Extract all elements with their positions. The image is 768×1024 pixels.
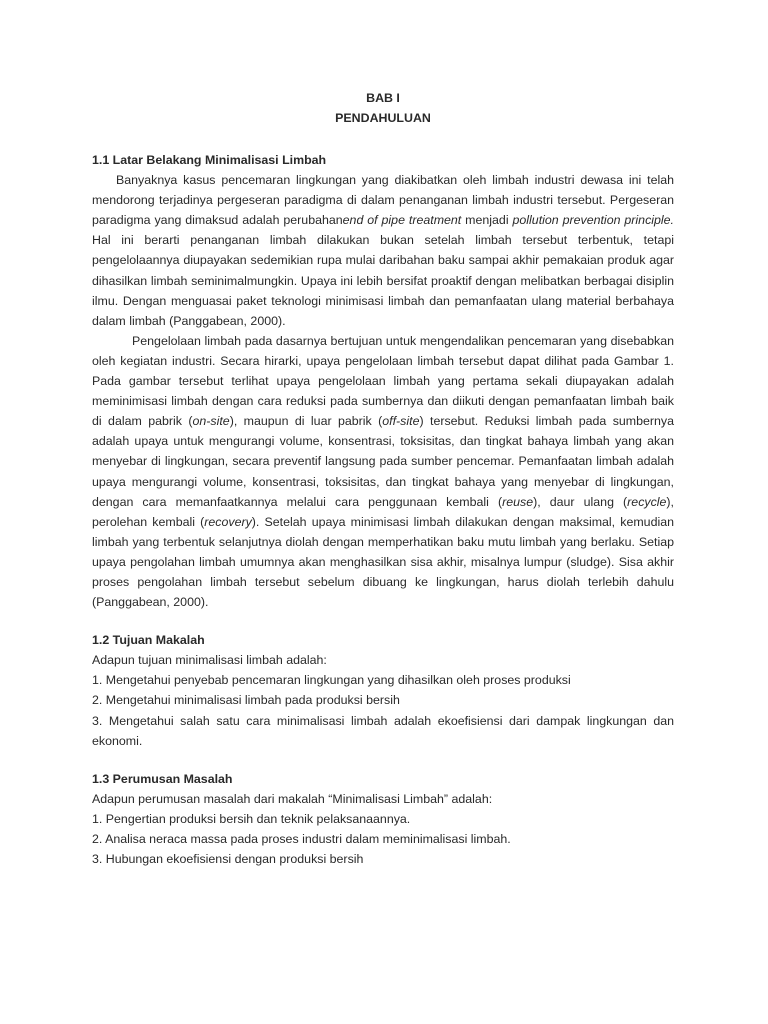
paragraph-2: Pengelolaan limbah pada dasarnya bertujuan untuk mengendalikan pencemaran yang disebabkan oleh kegiatan industri. Secara hirarki, upaya pengelolaan limbah tersebut dapat dilihat pada Gambar 1. Pada gambar tersebut terlihat upaya pengelolaan limbah yang pertama sekali diupayakan adalah meminimisasi limbah dengan cara reduksi pada sumbernya dan diikuti dengan pemanfaatan limbah baik di dalam pabrik (on-site), maupun di luar pabrik (off-site) tersebut. Reduksi limbah pada sumbernya adalah upaya untuk mengurangi volume, konsentrasi, toksisitas, dan tingkat bahaya limbah yang akan menyebar di lingkungan, secara preventif langsung pada sumber pencemar. Pemanfaatan limbah adalah upaya mengurangi volume, konsentrasi, toksisitas, dan tingkat bahaya yang menyebar di lingkungan, dengan cara memanfaatkannya melalui cara penggunaan kembali (reuse), daur ulang (recycle), perolehan kembali (recovery). Setelah upaya minimisasi limbah dilakukan dengan maksimal, kemudian limbah yang terbentuk selanjutnya diolah dengan memperhatikan baku mutu limbah yang berlaku. Setiap upaya pengolahan limbah umumnya akan menghasilkan sisa akhir, misalnya lumpur (sludge). Sisa akhir proses pengolahan limbah tersebut sebelum dibuang ke lingkungan, harus diolah terlebih dahulu (Panggabean, 2000). <box>92 333 674 610</box>
chapter-title: PENDAHULUAN <box>335 111 431 125</box>
list-item: 2. Mengetahui minimalisasi limbah pada produksi bersih <box>92 693 400 708</box>
section-heading: 1.2 Tujuan Makalah <box>92 633 205 648</box>
section-perumusan-masalah <box>92 769 674 869</box>
chapter-number: BAB I <box>366 91 400 105</box>
paragraph-1: Banyaknya kasus pencemaran lingkungan yang diakibatkan oleh limbah industri dewasa ini telah mendorong terjadinya pergeseran paradigma di dalam penanganan limbah industri tersebut. Pergeseran paradigma yang dimaksud adalah perubahanend of pipe treatment menjadi pollution prevention principle. Hal ini berarti penanganan limbah dilakukan bukan setelah limbah tersebut terbentuk, tetapi pengelolaannya diupayakan sedemikian rupa mulai daribahan baku sampai akhir pemakaian produk agar dihasilkan limbah seminimalmungkin. Upaya ini lebih bersifat proaktif dengan melibatkan berbagai disiplin ilmu. Dengan menguasai paket teknologi minimisasi limbah dan pemanfaatan ulang material berbahaya dalam limbah (Panggabean, 2000). <box>92 173 674 328</box>
list-item: 3. Mengetahui salah satu cara minimalisasi limbah adalah ekoefisiensi dari dampak lingkungan dan ekonomi. <box>92 713 674 748</box>
document-page <box>92 88 674 887</box>
section-intro: Adapun perumusan masalah dari makalah “Minimalisasi Limbah” adalah: <box>92 791 493 806</box>
section-latar-belakang <box>92 150 674 612</box>
section-heading: 1.1 Latar Belakang Minimalisasi Limbah <box>92 153 327 167</box>
section-tujuan-makalah <box>92 630 674 751</box>
list-item: 2. Analisa neraca massa pada proses industri dalam meminimalisasi limbah. <box>92 832 511 846</box>
chapter-header <box>92 88 674 128</box>
section-heading: 1.3 Perumusan Masalah <box>92 771 233 786</box>
list-item: 1. Pengertian produksi bersih dan teknik pelaksanaannya. <box>92 811 411 826</box>
list-item: 3. Hubungan ekoefisiensi dengan produksi bersih <box>92 852 364 867</box>
section-intro: Adapun tujuan minimalisasi limbah adalah: <box>92 653 327 668</box>
list-item: 1. Mengetahui penyebab pencemaran lingkungan yang dihasilkan oleh proses produksi <box>92 673 571 688</box>
